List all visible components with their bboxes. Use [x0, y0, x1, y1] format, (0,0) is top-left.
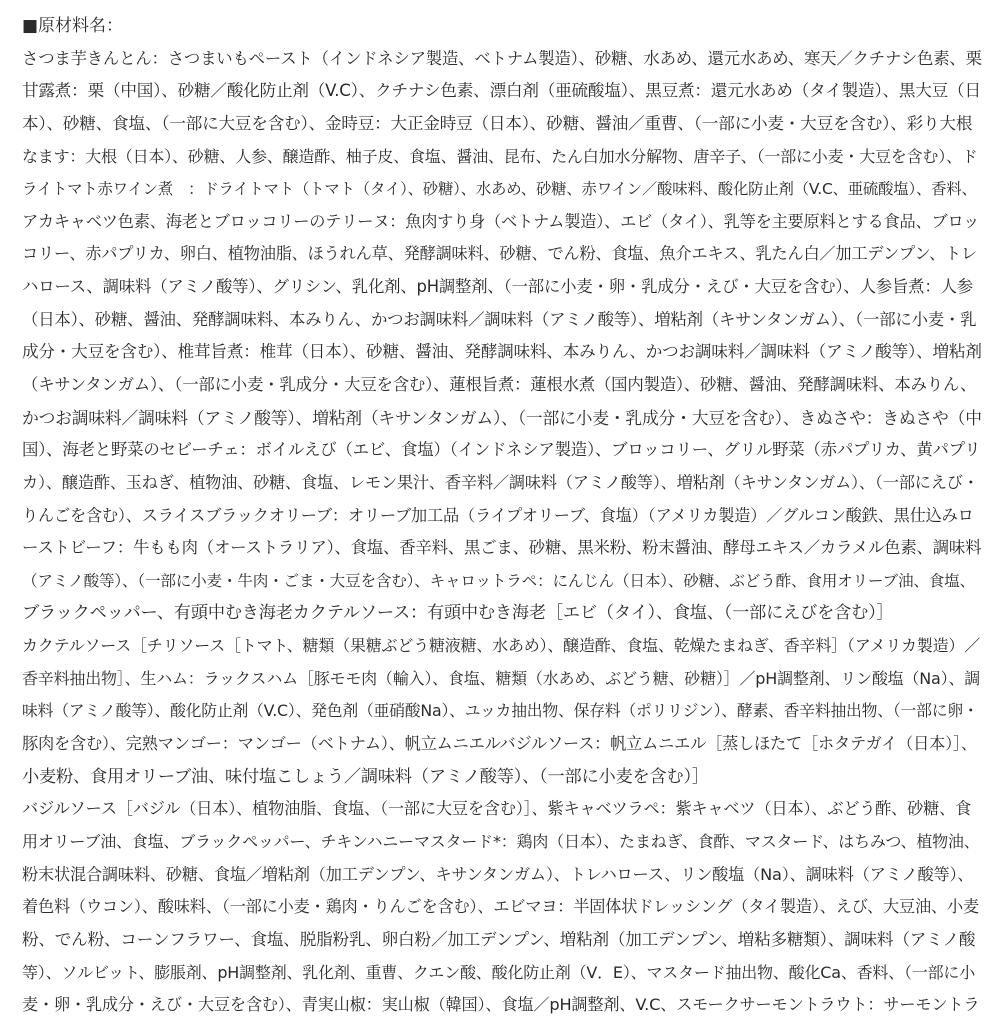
ingredients-line: （アミノ酸等）、（一部に小麦・牛肉・ごま・大豆を含む）、キャロットラペ：にんじん（日本）、砂糖、ぶどう酢、食用オリーブ油、食塩、	[22, 571, 975, 590]
ingredients-line: 本）、砂糖、食塩、（一部に大豆を含む）、金時豆：大正金時豆（日本）、砂糖、醤油／重曹、（一部に小麦・大豆を含む）、彩り大根	[22, 113, 973, 133]
ingredients-line: バジルソース［バジル（日本）、植物油脂、食塩、（一部に大豆を含む）］、紫キャベツラペ：紫キャベツ（日本）、ぶどう酢、砂糖、食	[22, 799, 972, 819]
ingredients-line: ーストビーフ：牛もも肉（オーストラリア）、食塩、香辛料、黒ごま、砂糖、黒米粉、粉末醤油、酵母エキス／カラメル色素、調味料	[22, 538, 982, 558]
ingredients-line: カクテルソース［チリソース［トマト、糖類（果糖ぶどう糖液糖、水あめ）、醸造酢、食塩、乾燥たまねぎ、香辛料］（アメリカ製造）／	[22, 636, 981, 656]
ingredients-line: 香辛料抽出物］、生ハム：ラックスハム［豚モモ肉（輸入）、食塩、糖類（水あめ、ぶどう糖、砂糖）］／pH調整剤、リン酸塩（Na）、調	[22, 668, 981, 688]
ingredients-line: なます：大根（日本）、砂糖、人参、醸造酢、柚子皮、食塩、醤油、昆布、たん白加水分解物、唐辛子、（一部に小麦・大豆を含む）、ド	[22, 146, 978, 166]
ingredients-line: さつま芋きんとん：さつまいもペースト（インドネシア製造、ベトナム製造）、砂糖、水あめ、還元水あめ、寒天／クチナシ色素、栗	[22, 48, 982, 68]
ingredients-line: 粉、でん粉、コーンフラワー、食塩、脱脂粉乳、卵白粉／加工デンプン、増粘剤（加工デンプン、増粘多糖類）、調味料（アミノ酸	[22, 929, 976, 949]
ingredients-line: 甘露煮：栗（中国）、砂糖／酸化防止剤（V.C）、クチナシ色素、漂白剤（亜硫酸塩）、黒豆煮：還元水あめ（タイ製造）、黒大豆（日	[22, 81, 981, 101]
ingredients-heading: ■原材料名：	[22, 16, 124, 36]
ingredients-line: 用オリーブ油、食塩、ブラックペッパー、チキンハニーマスタード*：鶏肉（日本）、たまねぎ、食酢、マスタード、はちみつ、植物油、	[22, 831, 980, 851]
ingredients-line: ハロース、調味料（アミノ酸等）、グリシン、乳化剤、pH調整剤、（一部に小麦・卵・乳成分・えび・大豆を含む）、人参旨煮：人参	[22, 277, 973, 297]
ingredients-line: （日本）、砂糖、醤油、発酵調味料、本みりん、かつお調味料／調味料（アミノ酸等）、増粘剤（キサンタンガム）、（一部に小麦・乳	[22, 309, 977, 329]
ingredients-line: カ）、醸造酢、玉ねぎ、植物油、砂糖、食塩、レモン果汁、香辛料／調味料（アミノ酸等）、増粘剤（キサンタンガム）、（一部にえび・	[22, 472, 979, 492]
ingredients-line: 着色料（ウコン）、酸味料、（一部に小麦・鶏肉・りんごを含む）、エビマヨ：半固体状ドレッシング（タイ製造）、えび、大豆油、小麦	[22, 897, 979, 917]
ingredients-line: 等）、ソルビット、膨脹剤、pH調整剤、乳化剤、重曹、クエン酸、酸化防止剤（V．E）、マスタード抽出物、酸化Ca、香料、（一部に小	[22, 962, 976, 982]
ingredients-line: 成分・大豆を含む）、椎茸旨煮：椎茸（日本）、砂糖、醤油、発酵調味料、本みりん、かつお調味料／調味料（アミノ酸等）、増粘剤	[22, 342, 982, 362]
ingredients-line: コリー、赤パプリカ、卵白、植物油脂、ほうれん草、発酵調味料、砂糖、でん粉、食塩、魚介エキス、乳たん白／加工デンプン、トレ	[22, 244, 978, 264]
ingredients-line: 豚肉を含む）、完熟マンゴー：マンゴー（ベトナム）、帆立ムニエルバジルソース：帆立ムニエル［蒸しほたて［ホタテガイ（日本）］、	[22, 734, 977, 754]
ingredients-line: 国）、海老と野菜のセビーチェ：ボイルえび（エビ、食塩）（インドネシア製造）、ブロッコリー、グリル野菜（赤パプリカ、黄パプリ	[22, 440, 981, 460]
ingredients-line: かつお調味料／調味料（アミノ酸等）、増粘剤（キサンタンガム）、（一部に小麦・乳成分・大豆を含む）、きぬさや：きぬさや（中	[22, 407, 982, 428]
ingredients-line: 粉末状混合調味料、砂糖、食塩／増粘剤（加工デンプン、キサンタンガム）、トレハロース、リン酸塩（Na）、調味料（アミノ酸等）、	[22, 864, 974, 884]
ingredients-line: アカキャベツ色素、海老とブロッコリーのテリーヌ：魚肉すり身（ベトナム製造）、エビ（タイ）、乳等を主要原料とする食品、ブロッ	[22, 211, 980, 231]
ingredients-line: 小麦粉、食用オリーブ油、味付塩こしょう／調味料（アミノ酸等）、（一部に小麦を含む）］	[22, 766, 709, 787]
ingredients-line: 味料（アミノ酸等）、酸化防止剤（V.C）、発色剤（亜硝酸Na）、ユッカ抽出物、保存料（ポリリジン）、酵素、香辛料抽出物、（一部に卵・	[22, 701, 979, 721]
ingredients-line: りんごを含む）、スライスブラックオリーブ：オリーブ加工品（ライプオリーブ、食塩）（アメリカ製造）／グルコン酸鉄、黒仕込みロ	[22, 505, 974, 525]
ingredients-body	[22, 43, 982, 1022]
ingredients-line: ライトマト赤ワイン煮 ：ドライトマト（トマト（タイ）、砂糖）、水あめ、砂糖、赤ワイン／酸味料、酸化防止剤（V.C、亜硫酸塩）、香料、	[22, 180, 977, 199]
ingredients-line: （キサンタンガム）、（一部に小麦・乳成分・大豆を含む）、蓮根旨煮：蓮根水煮（国内製造）、砂糖、醤油、発酵調味料、本みりん、	[22, 375, 977, 394]
ingredients-document	[22, 0, 982, 1022]
ingredients-line: ブラックペッパー、有頭中むき海老カクテルソース：有頭中むき海老［エビ（タイ）、食塩、（一部にえびを含む）］	[22, 603, 894, 624]
ingredients-line: 麦・卵・乳成分・えび・大豆を含む）、青実山椒：実山椒（韓国）、食塩／pH調整剤、V.C、スモークサーモントラウト：サーモントラ	[22, 995, 980, 1015]
